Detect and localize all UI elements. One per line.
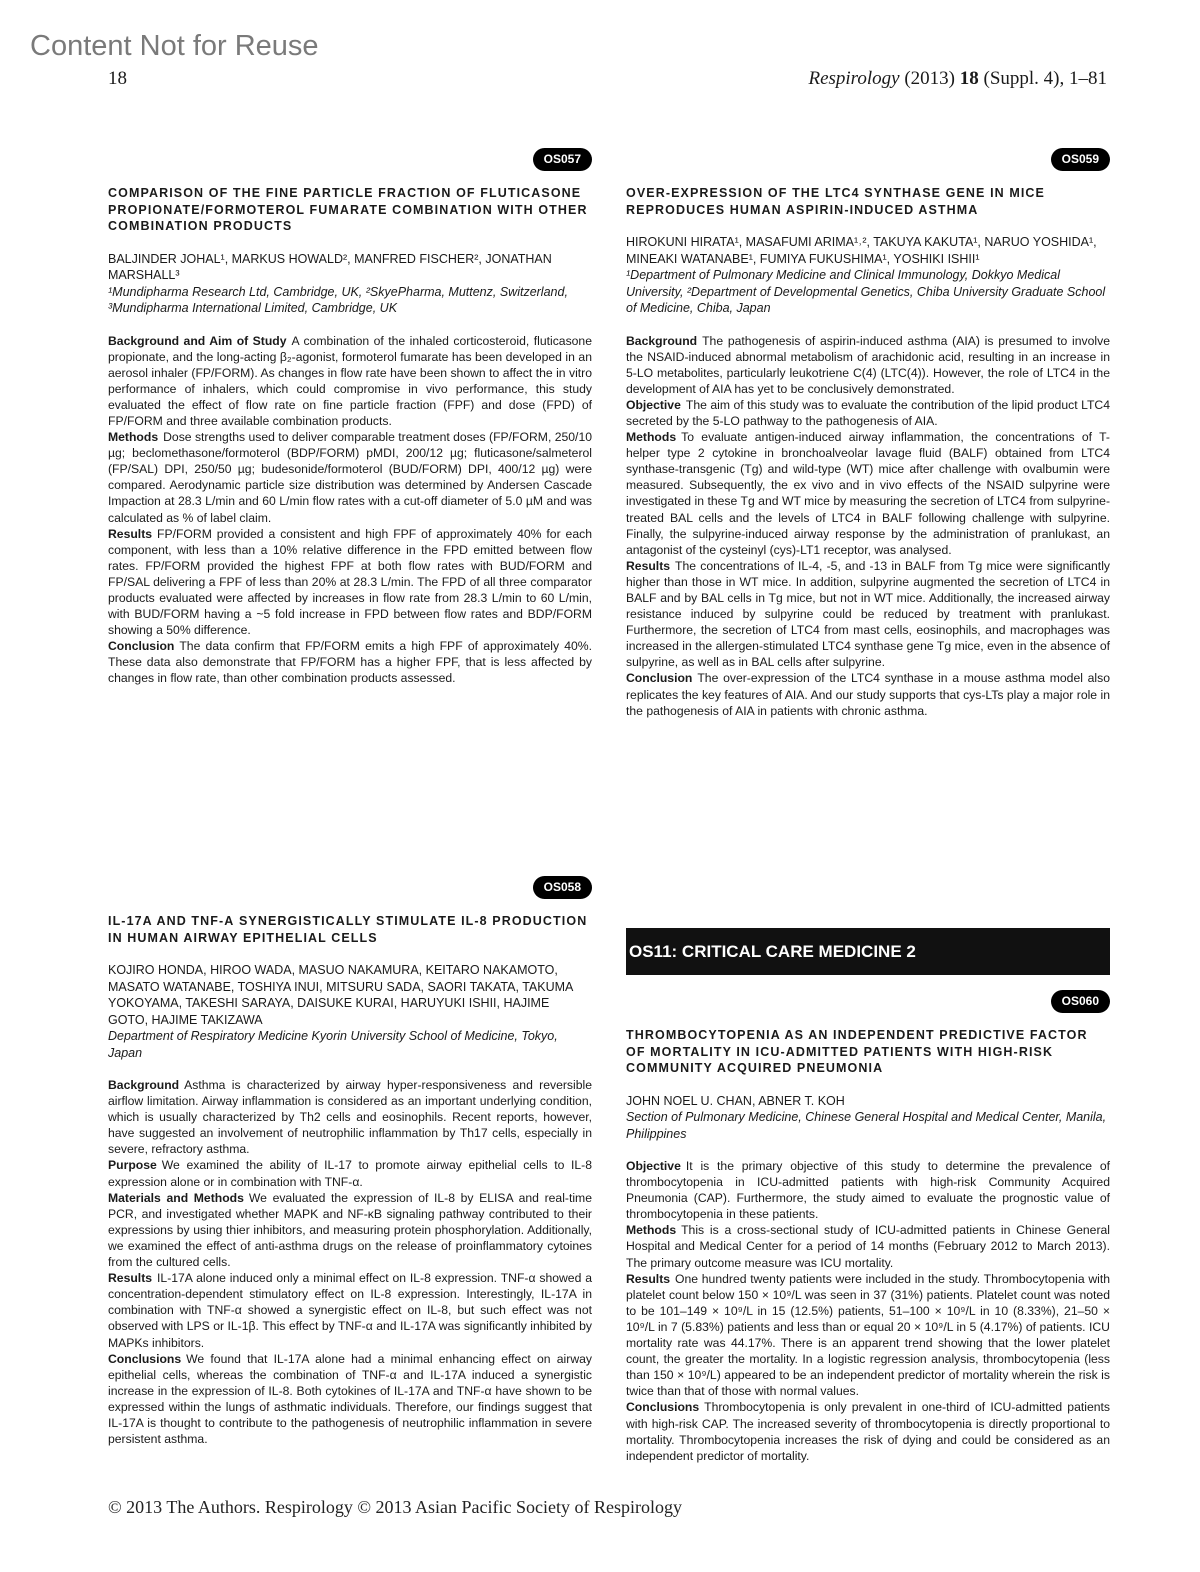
section-text: We examined the ability of IL-17 to promote airway epithelial cells to IL-8 expression alone or in combination with TNF-α.	[108, 1158, 592, 1189]
journal-year: (2013)	[904, 68, 955, 89]
abstract-title: THROMBOCYTOPENIA AS AN INDEPENDENT PREDICTIVE FACTOR OF MORTALITY IN ICU-ADMITTED PATIENTS WITH HIGH-RISK COMMUNITY ACQUIRED PNEUMONIA	[626, 1028, 1088, 1075]
section-label: Conclusion	[108, 639, 175, 654]
journal-volume: 18	[959, 68, 979, 89]
section-label: Results	[108, 526, 153, 541]
section-text: We evaluated the expression of IL-8 by ELISA and real-time PCR, and investigated whether MAPK and NF-κB signaling pathway contributed to their expressions by using thier inhibitors, and measuring protein phosphorylation. Additionally, we examined the effect of anti-asthma drugs on the release of proinflammatory cytoines from the cultured cells.	[108, 1190, 592, 1270]
section-label: Results	[626, 558, 671, 573]
abstract-section	[626, 1399, 1110, 1463]
section-label: Methods	[626, 1223, 677, 1238]
section-banner: OS11: CRITICAL CARE MEDICINE 2	[626, 928, 1110, 975]
abstract-os060	[626, 990, 1110, 1464]
abstract-title: COMPARISON OF THE FINE PARTICLE FRACTION OF FLUTICASONE PROPIONATE/FORMOTEROL FUMARATE COMBINATION WITH OTHER COMBINATION PRODUCTS	[108, 186, 588, 233]
abstract-section	[108, 1351, 592, 1448]
abstract-section	[626, 429, 1110, 558]
section-text: The over-expression of the LTC4 synthase in a mouse asthma model also replicates the key features of AIA. And our study supports that cys-LTs play a major role in the pathogenesis of AIA in patients with chronic asthma.	[626, 671, 1110, 718]
journal-name: Respirology	[808, 68, 900, 89]
copyright-footer: © 2013 The Authors. Respirology © 2013 Asian Pacific Society of Respirology	[108, 1497, 682, 1517]
section-text: A combination of the inhaled corticosteroid, fluticasone propionate, and the long-acting β₂-agonist, formoterol fumarate has been developed in an aerosol inhaler (FP/FORM). As changes in flow rate have been shown to affect the in vitro performance of inhalers, which could compromise in vivo performance, this study evaluated the effect of flow rate on fine particle fraction (FPF) and dose (FPD) of FP/FORM and three available combination products.	[108, 333, 592, 428]
abstract-section	[626, 558, 1110, 671]
abstract-affiliations: Department of Respiratory Medicine Kyorin University School of Medicine, Tokyo, Japan	[108, 1029, 558, 1060]
abstract-section	[626, 397, 1110, 429]
abstract-affiliations: ¹Mundipharma Research Ltd, Cambridge, UK, ²SkyePharma, Muttenz, Switzerland, ³Mundipharma International Limited, Cambridge, UK	[108, 284, 568, 315]
abstract-section	[108, 1270, 592, 1350]
abstract-section	[108, 333, 592, 430]
abstract-authors: HIROKUNI HIRATA¹, MASAFUMI ARIMA¹˒², TAKUYA KAKUTA¹, NARUO YOSHIDA¹, MINEAKI WATANABE¹, FUMIYA FUKUSHIMA¹, YOSHIKI ISHII¹	[626, 235, 1097, 266]
section-label: Methods	[108, 430, 159, 445]
section-text: It is the primary objective of this study to determine the prevalence of thrombocytopenia in ICU-admitted patients with high-risk Community Acquired Pneumonia (CAP). Furthermore, the study aimed to evaluate the prognostic value of thrombocytopenia in these patients.	[626, 1159, 1110, 1222]
abstract-os057	[108, 148, 592, 687]
section-label: Objective	[626, 1159, 681, 1173]
section-text: This is a cross-sectional study of ICU-admitted patients in Chinese General Hospital and Medical Center for a period of 14 months (February 2012 to March 2013). The primary outcome measure was ICU mortality.	[626, 1223, 1110, 1270]
section-label: Conclusions	[626, 1400, 700, 1415]
abstract-section	[108, 526, 592, 639]
section-text: Thrombocytopenia is only prevalent in one-third of ICU-admitted patients with high-risk CAP. The increased severity of thrombocytopenia is directly proportional to mortality. Thrombocytopenia increases the risk of dying and could be considered as an independent predictor of mortality.	[626, 1400, 1110, 1463]
page-number: 18	[108, 68, 127, 89]
section-label: Background	[108, 1078, 180, 1092]
abstract-section	[108, 1157, 592, 1189]
journal-issue-pages: (Suppl. 4), 1–81	[983, 68, 1107, 89]
abstract-authors: JOHN NOEL U. CHAN, ABNER T. KOH	[626, 1093, 845, 1108]
section-label: Methods	[626, 430, 677, 445]
section-text: The concentrations of IL-4, -5, and -13 in BALF from Tg mice were significantly higher than those in WT mice. In addition, sulpyrine augmented the secretion of LTC4 in BALF and by BAL cells in Tg mice, but not in WT mice. Additionally, the increased airway resistance induced by sulpyrine could be reduced by treatment with pranlukast. Furthermore, the secretion of LTC4 from mast cells, eosinophils, and macrophages was increased in the allergen-stimulated LTC4 synthase gene Tg mice, even in the absence of sulpyrine, as well as in BAL cells after sulpyrine.	[626, 558, 1110, 670]
section-text: Dose strengths used to deliver comparable treatment doses (FP/FORM, 250/10 µg; beclomethasone/formoterol (BDP/FORM) pMDI, 200/12 µg; fluticasone/salmeterol (FP/SAL) DPI, 250/50 µg; budesonide/formoterol (BUD/FORM) DPI, 400/12 µg) were compared. Aerodynamic particle size distribution was determined by Andersen Cascade Impaction at 28.3 L/min and 60 L/min flow rates with a cut-off diameter of 5.0 µM and was calculated as % of label claim.	[108, 430, 592, 525]
abstract-section	[108, 1077, 592, 1157]
abstract-section	[626, 1271, 1110, 1400]
section-label: Materials and Methods	[108, 1190, 244, 1205]
section-label: Results	[108, 1271, 153, 1286]
abstract-os058	[108, 876, 592, 1447]
abstract-section	[626, 1222, 1110, 1270]
section-label: Conclusions	[108, 1351, 182, 1366]
section-text: FP/FORM provided a consistent and high FPF of approximately 40% for each component, with less than a 10% relative difference in the FPD emitted between flow rates. FP/FORM provided the highest FPF at both flow rates with BUD/FORM and FP/SAL delivering a FPF of less than 20% at 28.3 L/min. The FPD of all three comparator products evaluated were affected by increases in flow rate from 28.3 L/min to 60 L/min, with BUD/FORM having a ~5 fold increase in FPD between flow rates and BDP/FORM showing a 50% difference.	[108, 526, 592, 638]
abstract-section	[108, 638, 592, 686]
abstract-affiliations: Section of Pulmonary Medicine, Chinese General Hospital and Medical Center, Manila, Philippines	[626, 1110, 1107, 1141]
abstract-section	[108, 1190, 592, 1270]
section-text: Asthma is characterized by airway hyper-responsiveness and reversible airflow limitation. Airway inflammation is considered as an important underlying condition, which is usually characterized by Th2 cells and eosinophils. Recent reports, however, have suggested an involvement of neutrophilic inflammation by Th17 cells, especially in severe, refractory asthma.	[108, 1078, 592, 1157]
abstract-title: IL-17A AND TNF-Α SYNERGISTICALLY STIMULATE IL-8 PRODUCTION IN HUMAN AIRWAY EPITHELIAL CELLS	[108, 914, 588, 945]
section-label: Purpose	[108, 1158, 157, 1173]
abstract-badge: OS057	[533, 148, 592, 171]
abstract-authors: KOJIRO HONDA, HIROO WADA, MASUO NAKAMURA, KEITARO NAKAMOTO, MASATO WATANABE, TOSHIYA INUI, MITSURU SADA, SAORI TAKATA, TAKUMA YOKOYAMA, TAKESHI SARAYA, DAISUKE KURAI, HARUYUKI ISHII, HAJIME GOTO, HAJIME TAKIZAWA	[108, 963, 573, 1027]
section-text: IL-17A alone induced only a minimal effect on IL-8 expression. TNF-α showed a concentration-dependent stimulatory effect on IL-8 expression. Interestingly, IL-17A in combination with TNF-α showed a synergistic effect on IL-8, but such effect was not observed with LPS or IL-1β. This effect by TNF-α and IL-17A was significantly inhibited by MAPKs inhibitors.	[108, 1271, 592, 1350]
abstract-section	[626, 1158, 1110, 1222]
abstract-section	[626, 670, 1110, 718]
section-text: The pathogenesis of aspirin-induced asthma (AIA) is presumed to involve the NSAID-induced abnormal metabolism of arachidonic acid, resulting in an increase in 5-LO metabolites, particularly leukotriene C(4) (LTC(4)). However, the role of LTC4 in the development of AIA has yet to be conclusively demonstrated.	[626, 333, 1110, 396]
watermark: Content Not for Reuse	[30, 30, 319, 62]
section-label: Results	[626, 1271, 671, 1286]
abstract-authors: BALJINDER JOHAL¹, MARKUS HOWALD², MANFRED FISCHER², JONATHAN MARSHALL³	[108, 251, 552, 282]
abstract-badge: OS059	[1051, 148, 1110, 171]
section-text: To evaluate antigen-induced airway inflammation, the concentrations of T-helper type 2 cytokine in bronchoalveolar lavage fluid (BALF) obtained from LTC4 synthase-transgenic (Tg) and wild-type (WT) mice after challenge with ovalbumin were measured. Subsequently, the ex vivo and in vivo effects of the NSAID sulpyrine were investigated in these Tg and WT mice by measuring the secretion of LTC4 from sulpyrine-treated BAL cells and the levels of LTC4 in BALF following challenge with sulpyrine. Finally, the sulpyrine-induced airway response by the administration of pranlukast, an antagonist of the cysteinyl (cys)-LT1 receptor, was analysed.	[626, 430, 1110, 557]
abstract-badge: OS060	[1051, 990, 1110, 1013]
section-text: The aim of this study was to evaluate the contribution of the lipid product LTC4 secreted by the 5-LO pathway to the pathogenesis of AIA.	[626, 397, 1110, 428]
abstract-title: OVER-EXPRESSION OF THE LTC4 SYNTHASE GENE IN MICE REPRODUCES HUMAN ASPIRIN-INDUCED ASTHMA	[626, 186, 1045, 217]
abstract-os059	[626, 148, 1110, 719]
abstract-section	[626, 333, 1110, 397]
running-header	[108, 68, 1107, 92]
section-label: Background and Aim of Study	[108, 333, 287, 348]
section-label: Objective	[626, 397, 681, 412]
abstract-badge: OS058	[533, 876, 592, 899]
abstract-section	[108, 429, 592, 526]
section-text: The data confirm that FP/FORM emits a high FPF of approximately 40%. These data also demonstrate that FP/FORM has a higher FPF, that is less affected by changes in flow rate, than other combination products assessed.	[108, 639, 592, 686]
section-label: Conclusion	[626, 671, 693, 686]
abstract-affiliations: ¹Department of Pulmonary Medicine and Clinical Immunology, Dokkyo Medical University, ²Department of Developmental Genetics, Chiba University Graduate School of Medicine, Chiba, Japan	[626, 268, 1106, 315]
section-label: Background	[626, 333, 698, 348]
section-text: One hundred twenty patients were included in the study. Thrombocytopenia with platelet count below 150 × 10⁹/L was seen in 37 (31%) patients. Platelet count was noted to be 101–149 × 10⁹/L in 15 (12.5%) patients, 51–100 × 10⁹/L in 10 (8.33%), 21–50 × 10⁹/L in 7 (5.83%) patients and less than or equal 20 × 10⁹/L in 5 (4.17%) of patients. ICU mortality rate was 44.17%. There is an apparent trend showing that the lower platelet count, the greater the mortality. In a logistic regression analysis, thrombocytopenia (less than 150 × 10⁹/L) appeared to be an independent predictor of mortality wherein the risk is twice than that of those with normal values.	[626, 1271, 1110, 1399]
section-text: We found that IL-17A alone had a minimal enhancing effect on airway epithelial cells, whereas the combination of TNF-α and IL-17A induced a synergistic increase in the expression of IL-8. Both cytokines of IL-17A and TNF-α have shown to be expressed within the lungs of asthmatic individuals. Therefore, our findings suggest that IL-17A is thought to contribute to the pathogenesis of neutrophilic inflammation in severe persistent asthma.	[108, 1351, 592, 1447]
journal-citation	[808, 68, 1107, 90]
